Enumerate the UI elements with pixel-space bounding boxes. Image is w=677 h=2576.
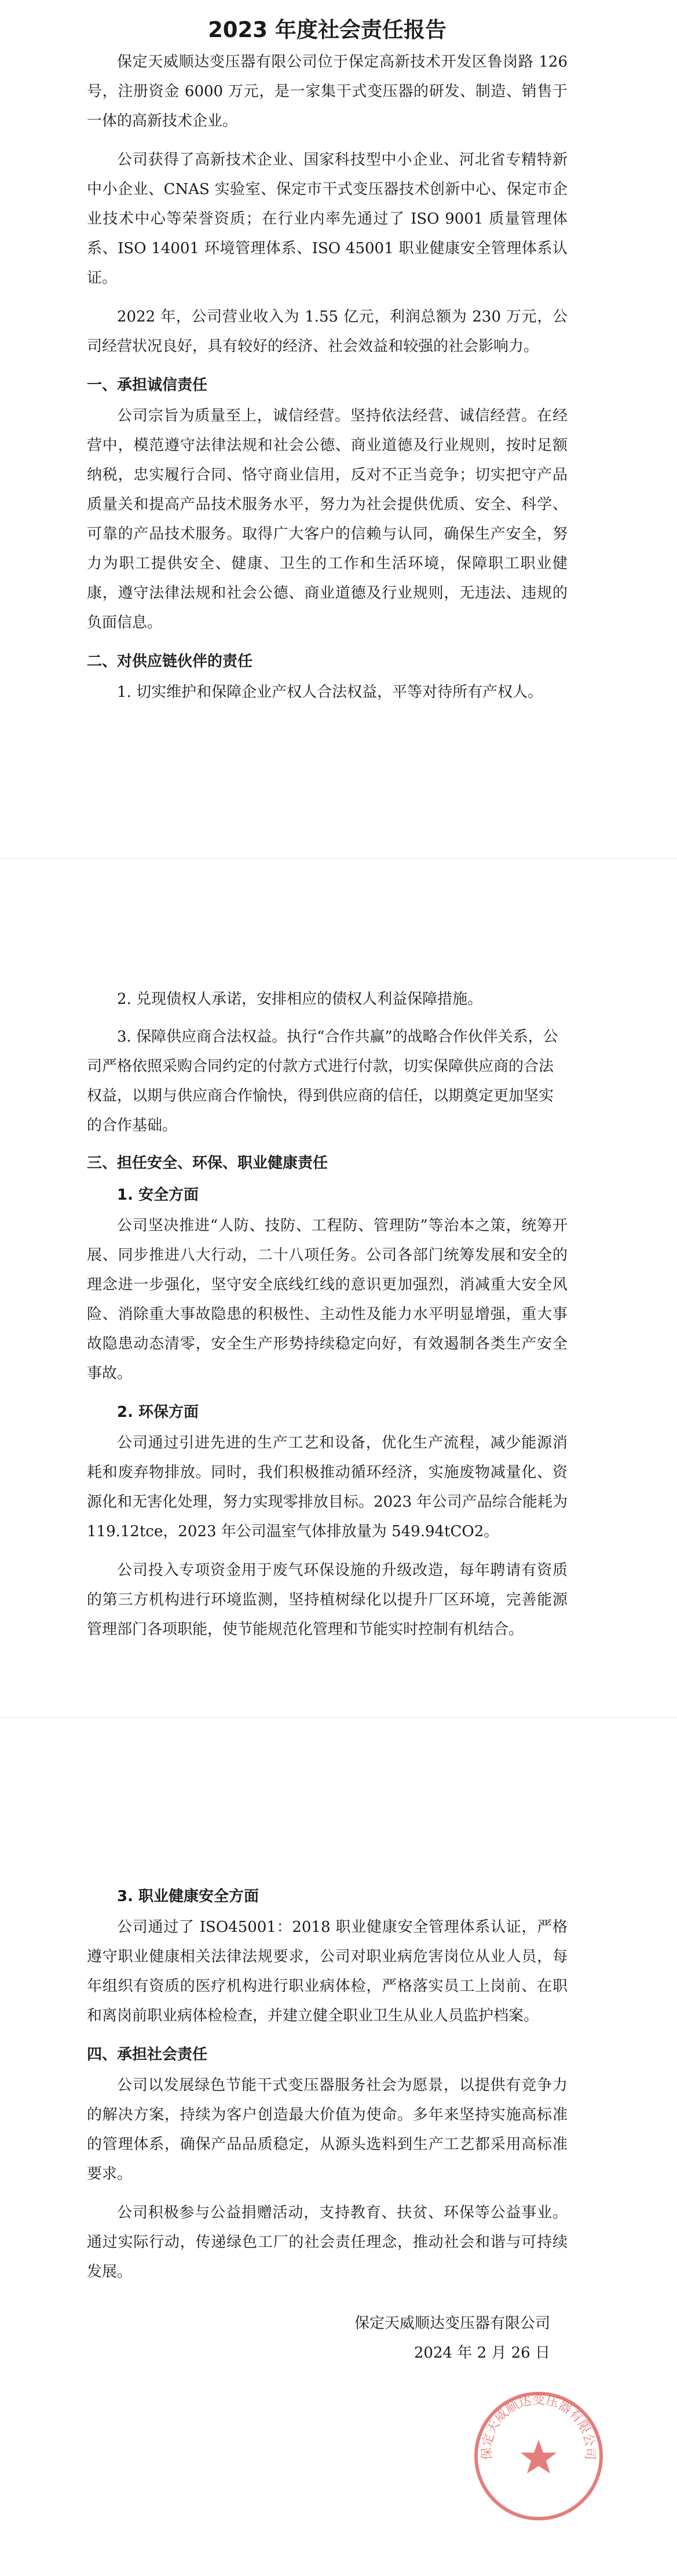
section-paragraph: 公司通过引进先进的生产工艺和设备，优化生产流程，减少能源消耗和废弃物排放。同时，我们积极推动循环经济，实施废物减量化、资源化和无害化处理，努力实现零排放目标。2023 年公司产品综合能耗为 119.12tce，2023 年公司温室气体排放量为 549.94tCO2。 xyxy=(87,1434,568,1540)
list-item: 1. 切实维护和保障企业产权人合法权益，平等对待所有产权人。 xyxy=(117,684,543,701)
intro-paragraph: 2022 年，公司营业收入为 1.55 亿元，利润总额为 230 万元，公司经营状况良好，具有较好的经济、社会效益和较强的社会影响力。 xyxy=(87,308,568,355)
signature-company: 保定天威顺达变压器有限公司 xyxy=(354,2315,550,2332)
page-separator xyxy=(0,858,677,859)
list-item: 2. 兑现债权人承诺，安排相应的债权人利益保障措施。 xyxy=(117,991,483,1008)
subsection-heading: 3. 职业健康安全方面 xyxy=(117,1888,259,1905)
seal-text: 保定天威顺达变压器有限公司 xyxy=(480,2393,598,2461)
section-paragraph: 公司以发展绿色节能干式变压器服务社会为愿景，以提供有竞争力的解决方案，持续为客户创造最大价值为使命。多年来坚持实施高标准的管理体系，确保产品品质稳定，从源头选料到生产工艺都采用高标准要求。 xyxy=(87,2077,568,2183)
subsection-heading: 1. 安全方面 xyxy=(117,1186,199,1204)
section-paragraph: 公司坚决推进“人防、技防、工程防、管理防”等治本之策，统筹开展、同步推进八大行动，二十八项任务。公司各部门统筹发展和安全的理念进一步强化，坚守安全底线红线的意识更加强烈，消减重大安全风险、消除重大事故隐患的积极性、主动性及能力水平明显增强，重大事故隐患动态清零，安全生产形势持续稳定向好，有效遏制各类生产安全事故。 xyxy=(87,1217,568,1382)
page-1 xyxy=(87,13,568,715)
company-seal xyxy=(469,2387,608,2526)
subsection-heading: 2. 环保方面 xyxy=(117,1404,199,1421)
section-paragraph: 公司投入专项资金用于废气环保设施的升级改造，每年聘请有资质的第三方机构进行环境监测，坚持植树绿化以提升厂区环境，完善能源管理部门各项职能，使节能规范化管理和节能实时控制有机结合。 xyxy=(87,1562,568,1638)
list-item: 3. 保障供应商合法权益。执行“合作共赢”的战略合作伙伴关系，公司严格依照采购合同约定的付款方式进行付款，切实保障供应商的合法权益，以期与供应商合作愉快，得到供应商的信任，以期奠定更加坚实的合作基础。 xyxy=(87,1028,558,1134)
page-separator xyxy=(0,1717,677,1718)
intro-paragraph: 公司获得了高新技术企业、国家科技型中小企业、河北省专精特新中小企业、CNAS 实验室、保定市干式变压器技术创新中心、保定市企业技术中心等荣誉资质；在行业内率先通过了 ISO 9001 质量管理体系、ISO 14001 环境管理体系、ISO 45001 职业健康安全管理体系认证。 xyxy=(87,151,568,287)
signature-date: 2024 年 2 月 26 日 xyxy=(413,2344,550,2362)
intro-paragraph: 保定天威顺达变压器有限公司位于保定高新技术开发区鲁岗路 126 号，注册资金 6000 万元，是一家集干式变压器的研发、制造、销售于一体的高新技术企业。 xyxy=(87,53,568,130)
seal-star-icon xyxy=(521,2440,557,2473)
section-heading: 一、承担诚信责任 xyxy=(87,377,208,394)
page-2 xyxy=(87,985,568,1654)
section-heading: 四、承担社会责任 xyxy=(87,2046,208,2063)
section-heading: 三、担任安全、环保、职业健康责任 xyxy=(87,1154,328,1172)
document-title: 2023 年度社会责任报告 xyxy=(208,17,447,42)
section-paragraph: 公司积极参与公益捐赠活动，支持教育、扶贫、环保等公益事业。通过实际行动，传递绿色工厂的社会责任理念，推动社会和谐与可持续发展。 xyxy=(87,2204,568,2281)
section-paragraph: 公司宗旨为质量至上，诚信经营。坚持依法经营、诚信经营。在经营中，模范遵守法律法规和社会公德、商业道德及行业规则，按时足额纳税，忠实履行合同、恪守商业信用，反对不正当竞争；切实把守产品质量关和提高产品技术服务水平，努力为社会提供优质、安全、科学、可靠的产品技术服务。取得广大客户的信赖与认同，确保生产安全，努力为职工提供安全、健康、卫生的工作和生活环境，保障职工职业健康，遵守法律法规和社会公德、商业道德及行业规则，无违法、违规的负面信息。 xyxy=(87,407,568,631)
page-3 xyxy=(87,1880,568,2368)
section-heading: 二、对供应链伙伴的责任 xyxy=(87,653,253,670)
section-paragraph: 公司通过了 ISO45001：2018 职业健康安全管理体系认证，严格遵守职业健康相关法律法规要求，公司对职业病危害岗位从业人员，每年组织有资质的医疗机构进行职业病体检，严格落实员工上岗前、在职和离岗前职业病体检检查，并建立健全职业卫生从业人员监护档案。 xyxy=(87,1919,568,2025)
